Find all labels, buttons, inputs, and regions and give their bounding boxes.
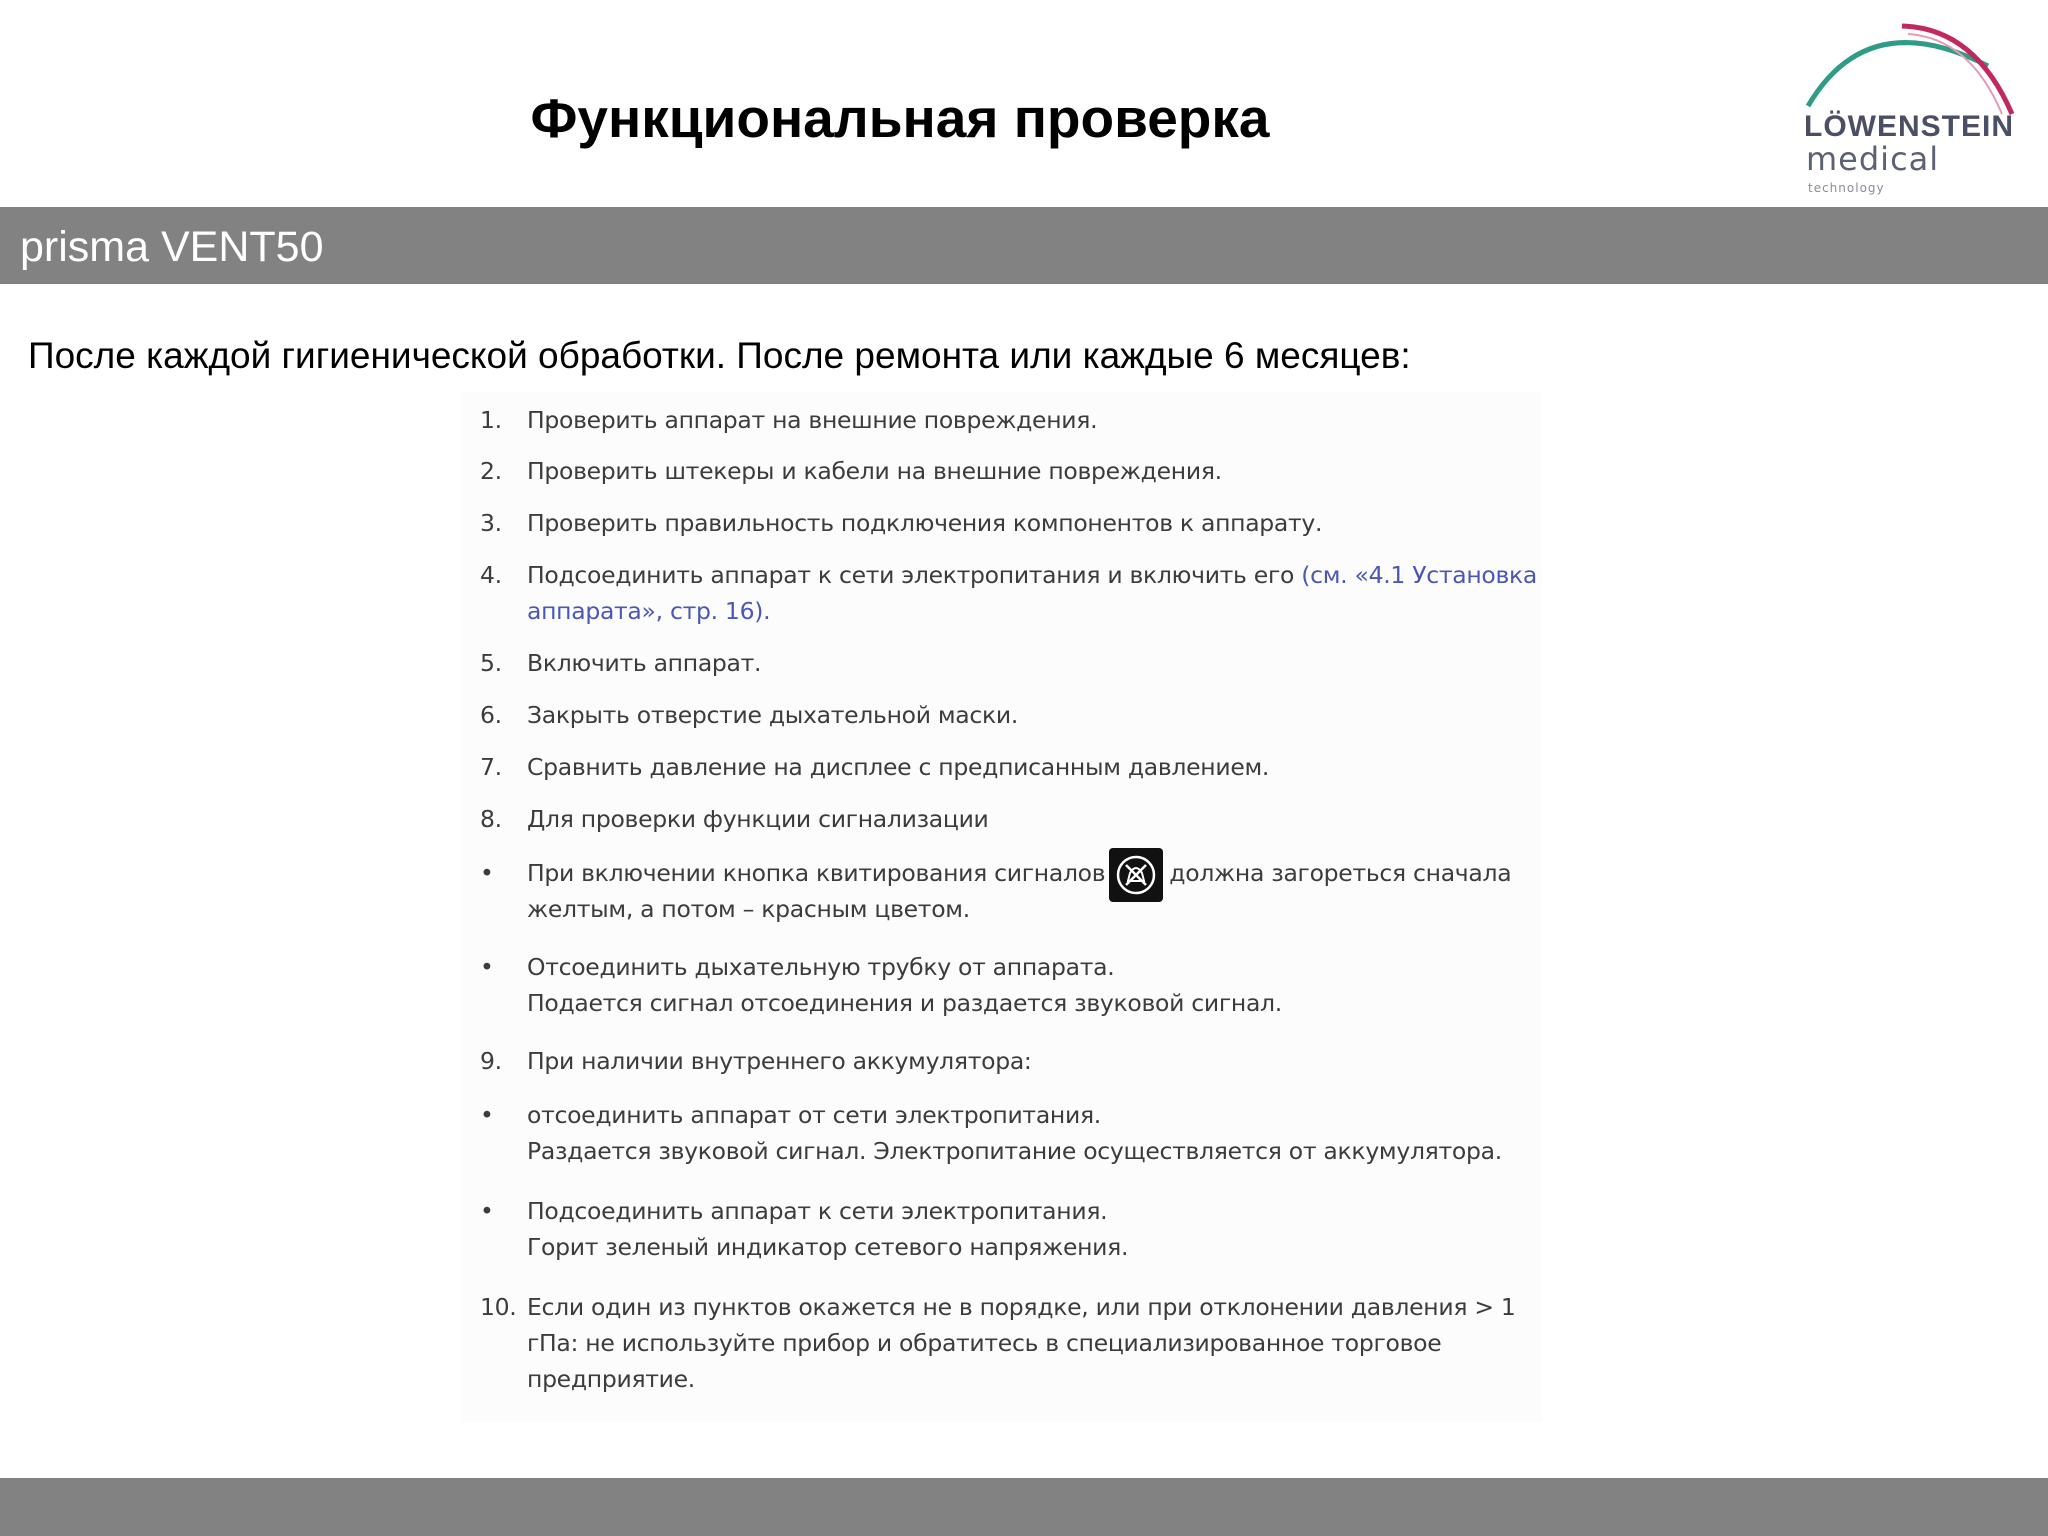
step-number: 7. <box>480 753 502 781</box>
step-text: Проверить штекеры и кабели на внешние повреждения. <box>527 457 1222 485</box>
step-text: При наличии внутреннего аккумулятора: <box>527 1047 1032 1075</box>
step-text <box>527 949 1540 1021</box>
step-line-2: Горит зеленый индикатор сетевого напряжения. <box>527 1233 1129 1261</box>
list-item <box>480 697 1540 733</box>
footer-bar <box>0 1478 2048 1536</box>
list-item <box>480 402 1540 438</box>
list-item <box>480 1043 1540 1079</box>
step-number: 8. <box>480 805 502 833</box>
step-text: Если один из пунктов окажется не в порядке, или при отклонении давления > 1 гПа: не используйте прибор и обратитесь в специализированное торговое предприятие. <box>527 1293 1516 1393</box>
step-text: Сравнить давление на дисплее с предписанным давлением. <box>527 753 1270 781</box>
step-number: 10. <box>480 1293 517 1321</box>
step-line-1: отсоединить аппарат от сети электропитания. <box>527 1101 1101 1129</box>
list-item <box>480 1097 1540 1169</box>
step-text-after: должна загореться сначала желтым, а потом – красным цветом. <box>527 859 1512 923</box>
logo-tagline: technology <box>1808 181 1885 195</box>
step-text <box>527 557 1540 629</box>
product-header-bar <box>0 207 2048 284</box>
list-item <box>480 453 1540 489</box>
company-logo <box>1790 14 2030 204</box>
list-item <box>480 855 1540 927</box>
list-item <box>480 645 1540 681</box>
bullet: • <box>480 953 494 981</box>
step-number: 2. <box>480 457 502 485</box>
step-line-1: Отсоединить дыхательную трубку от аппарата. <box>527 953 1115 981</box>
list-item <box>480 949 1540 1021</box>
step-text <box>527 1097 1540 1169</box>
step-number: 6. <box>480 701 502 729</box>
slide-title: Функциональная проверка <box>530 87 1270 149</box>
manual-reference-link[interactable]: (см. «4.1 Установка аппарата», стр. 16). <box>527 561 1538 625</box>
bullet: • <box>480 859 494 887</box>
logo-brand: LÖWENSTEIN <box>1804 110 2014 143</box>
list-item <box>480 1193 1540 1265</box>
bullet: • <box>480 1101 494 1129</box>
step-text-before: При включении кнопка квитирования сигналов <box>527 859 1106 887</box>
alarm-mute-icon <box>1109 848 1163 902</box>
step-number: 1. <box>480 406 502 434</box>
step-line-2: Подается сигнал отсоединения и раздается звуковой сигнал. <box>527 989 1282 1017</box>
step-text: Проверить аппарат на внешние повреждения. <box>527 406 1098 434</box>
list-item <box>480 505 1540 541</box>
logo-medical: medical <box>1806 140 1940 178</box>
step-number: 3. <box>480 509 502 537</box>
list-item <box>480 1289 1540 1397</box>
step-text: Включить аппарат. <box>527 649 762 677</box>
product-name: prisma VENT50 <box>20 223 324 271</box>
step-line-2: Раздается звуковой сигнал. Электропитание осуществляется от аккумулятора. <box>527 1137 1502 1165</box>
intro-text: После каждой гигиенической обработки. После ремонта или каждые 6 месяцев: <box>28 335 1411 376</box>
list-item <box>480 801 1540 837</box>
list-item <box>480 557 1540 629</box>
step-text <box>527 1193 1540 1265</box>
step-text: Закрыть отверстие дыхательной маски. <box>527 701 1019 729</box>
step-text-main: Подсоединить аппарат к сети электропитания и включить его <box>527 561 1302 589</box>
step-text <box>527 855 1540 927</box>
step-number: 9. <box>480 1047 502 1075</box>
step-text: Для проверки функции сигнализации <box>527 805 989 833</box>
step-text: Проверить правильность подключения компонентов к аппарату. <box>527 509 1323 537</box>
step-number: 5. <box>480 649 502 677</box>
instruction-list <box>480 402 1540 1397</box>
step-number: 4. <box>480 561 502 589</box>
list-item <box>480 749 1540 785</box>
step-line-1: Подсоединить аппарат к сети электропитания. <box>527 1197 1108 1225</box>
bullet: • <box>480 1197 494 1225</box>
